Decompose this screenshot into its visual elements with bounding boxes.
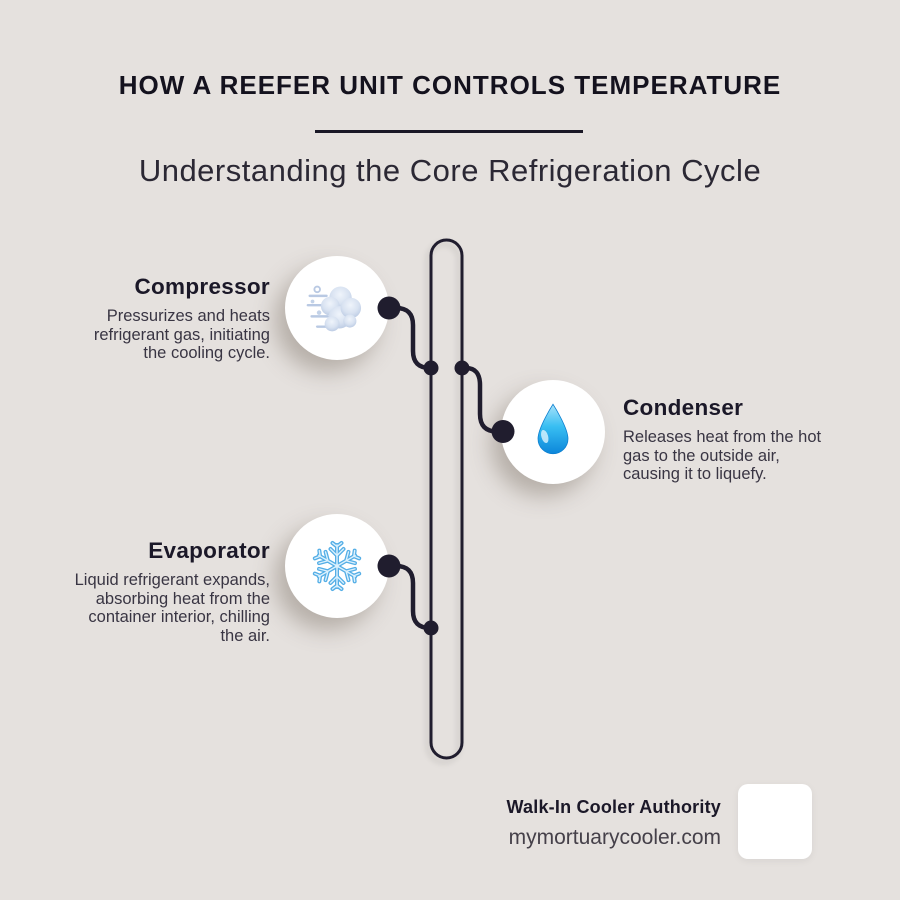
step-evaporator	[20, 538, 270, 645]
air-puff-icon	[306, 281, 362, 335]
pipe-dot-evaporator	[424, 621, 439, 636]
step-description-compressor	[30, 307, 270, 363]
footer-brand: Walk-In Cooler Authority	[506, 797, 721, 817]
footer-website: mymortuarycooler.com	[508, 826, 721, 849]
compressor-icon-badge	[285, 256, 389, 360]
description-line: Releases heat from the hot	[623, 428, 822, 446]
description-line: Liquid refrigerant expands,	[74, 571, 270, 589]
footer	[507, 796, 721, 850]
description-line: the cooling cycle.	[143, 344, 270, 362]
page-subtitle: Understanding the Core Refrigeration Cycle	[138, 153, 762, 188]
condenser-icon-badge	[501, 380, 605, 484]
step-title-evaporator: Evaporator	[148, 538, 270, 563]
evaporator-icon-badge	[285, 514, 389, 618]
snowflake-icon	[310, 539, 364, 593]
pipe-loop	[431, 240, 462, 758]
step-compressor	[30, 274, 270, 363]
title-divider	[315, 130, 583, 133]
page-title: HOW A REEFER UNIT CONTROLS TEMPERATURE	[118, 70, 782, 100]
description-line: causing it to liquefy.	[623, 465, 767, 483]
description-line: the air.	[220, 626, 270, 645]
description-line: Pressurizes and heats	[106, 307, 270, 325]
pipe-dot-compressor	[424, 361, 439, 376]
step-description-evaporator	[20, 571, 270, 645]
step-condenser	[623, 395, 863, 484]
description-line: container interior, chilling	[88, 608, 270, 626]
puff-cloud	[321, 287, 361, 332]
footer-logo-placeholder	[738, 784, 812, 859]
description-line: absorbing heat from the	[95, 589, 270, 608]
pipe-dot-condenser	[455, 361, 470, 376]
connector-compressor	[389, 308, 431, 368]
step-title-condenser: Condenser	[623, 395, 744, 420]
connector-evaporator	[389, 566, 431, 628]
step-title-compressor: Compressor	[134, 274, 270, 299]
step-description-condenser	[623, 428, 863, 484]
water-droplet-icon	[532, 401, 574, 457]
connector-condenser	[462, 368, 503, 432]
description-line: refrigerant gas, initiating	[93, 325, 270, 344]
description-line: gas to the outside air,	[623, 446, 780, 465]
